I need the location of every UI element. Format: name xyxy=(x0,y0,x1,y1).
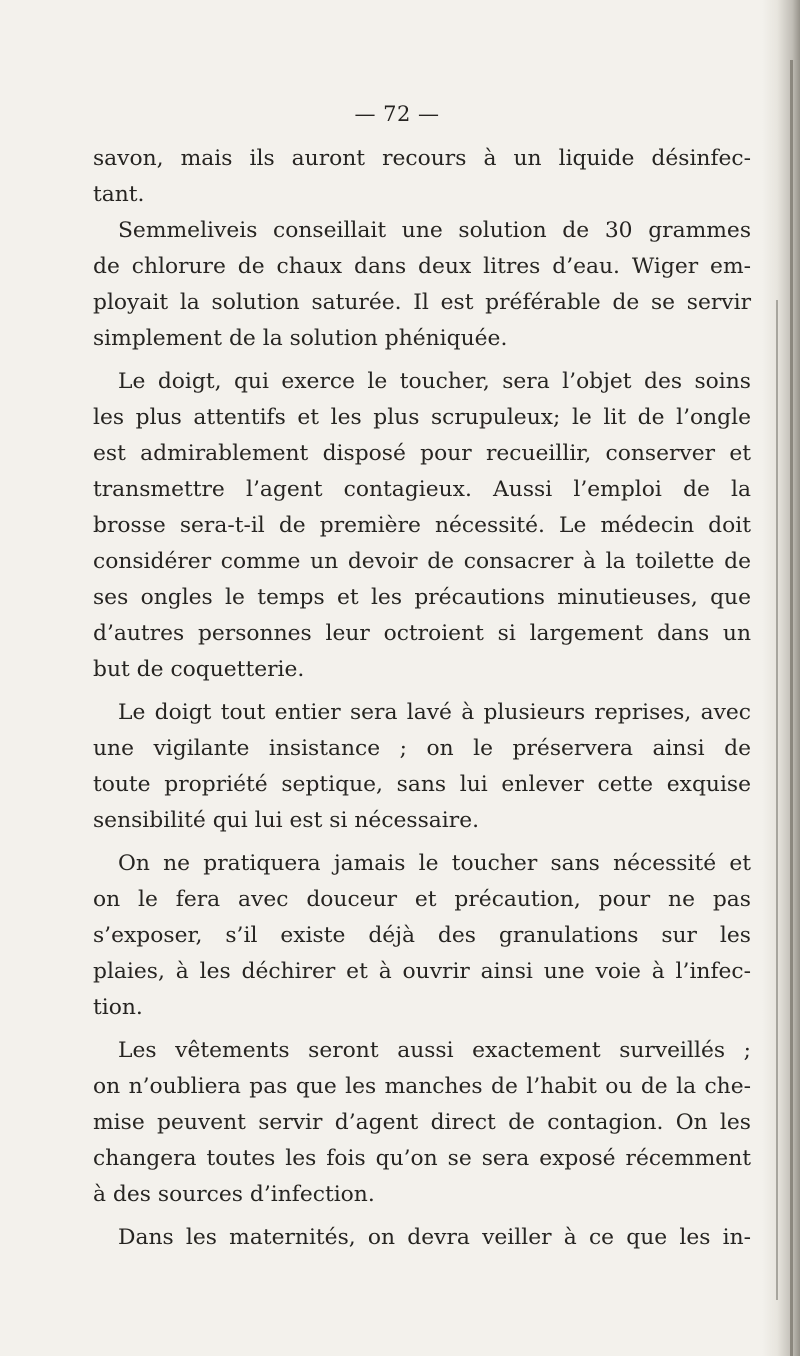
text-line: d’autres personnes leur octroient si largement dans un xyxy=(93,621,751,646)
text-line: toute propriété septique, sans lui enlever cette exquise xyxy=(93,772,751,797)
text-line: s’exposer, s’il existe déjà des granulations sur les xyxy=(93,923,751,948)
text-line: Le doigt, qui exerce le toucher, sera l’objet des soins xyxy=(118,369,751,394)
text-line: est admirablement disposé pour recueillir, conserver et xyxy=(93,441,751,466)
text-line: simplement de la solution phéniquée. xyxy=(93,326,508,351)
text-line: une vigilante insistance ; on le préservera ainsi de xyxy=(93,736,751,761)
text-line: Dans les maternités, on devra veiller à ce que les in- xyxy=(118,1225,751,1250)
text-line: On ne pratiquera jamais le toucher sans nécessité et xyxy=(118,851,751,876)
text-line: but de coquetterie. xyxy=(93,657,305,682)
text-line: sensibilité qui lui est si nécessaire. xyxy=(93,808,480,833)
text-line: on le fera avec douceur et précaution, pour ne pas xyxy=(93,887,751,912)
text-line: brosse sera-t-il de première nécessité. Le médecin doit xyxy=(93,513,751,538)
binding-shadow xyxy=(762,0,800,1356)
text-line: plaies, à les déchirer et à ouvrir ainsi une voie à l’infec- xyxy=(93,959,751,984)
text-line: considérer comme un devoir de consacrer à la toilette de xyxy=(93,549,751,574)
binding-edge xyxy=(790,60,793,1356)
text-line: changera toutes les fois qu’on se sera exposé récemment xyxy=(93,1146,751,1171)
text-line: de chlorure de chaux dans deux litres d’eau. Wiger em- xyxy=(93,254,751,279)
text-line: Le doigt tout entier sera lavé à plusieurs reprises, avec xyxy=(118,700,751,725)
text-line: Semmeliveis conseillait une solution de 30 grammes xyxy=(118,218,751,243)
text-line: ployait la solution saturée. Il est préférable de se servir xyxy=(93,290,751,315)
text-line: ses ongles le temps et les précautions minutieuses, que xyxy=(93,585,751,610)
text-line: les plus attentifs et les plus scrupuleux; le lit de l’ongle xyxy=(93,405,751,430)
text-line: à des sources d’infection. xyxy=(93,1182,375,1207)
text-line: tant. xyxy=(93,182,145,207)
text-line: savon, mais ils auront recours à un liquide désinfec- xyxy=(93,146,751,171)
text-line: mise peuvent servir d’agent direct de contagion. On les xyxy=(93,1110,751,1135)
binding-edge xyxy=(776,300,778,1300)
text-line: transmettre l’agent contagieux. Aussi l’emploi de la xyxy=(93,477,751,502)
text-line: tion. xyxy=(93,995,143,1020)
text-line: on n’oubliera pas que les manches de l’habit ou de la che- xyxy=(93,1074,751,1099)
text-line: Les vêtements seront aussi exactement surveillés ; xyxy=(118,1038,751,1063)
page-number: — 72 — xyxy=(354,102,440,126)
